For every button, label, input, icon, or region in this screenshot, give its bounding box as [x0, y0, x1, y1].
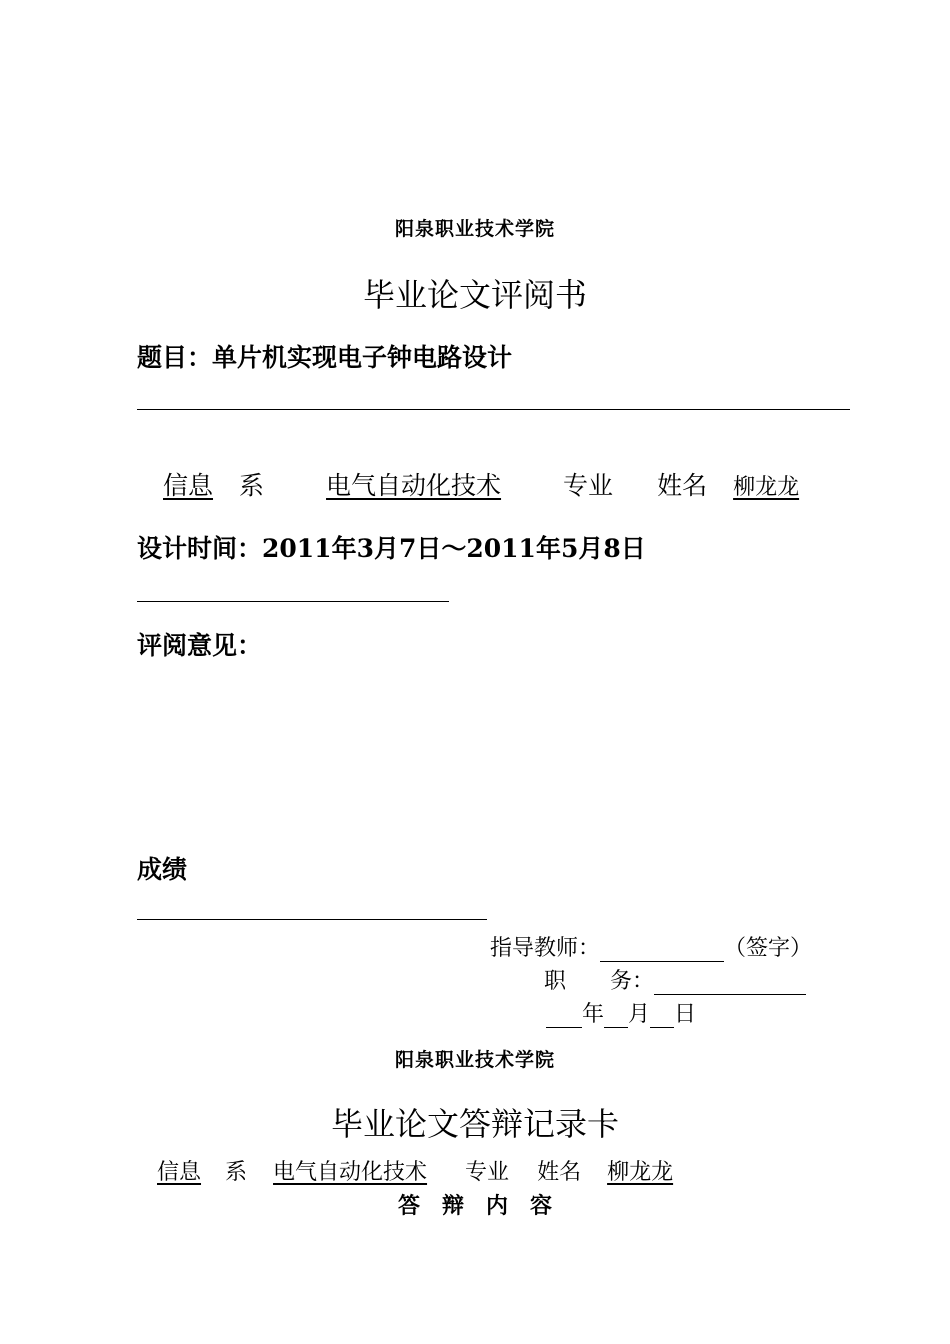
month-blank: [604, 1002, 628, 1028]
page-title: 毕业论文评阅书: [362, 276, 587, 314]
department-label: 系: [239, 471, 265, 500]
major-value-2: 电气自动化技术: [273, 1160, 428, 1185]
major-label-2: 专业: [465, 1160, 510, 1185]
major-label: 专业: [563, 471, 614, 500]
position-label: 职 务：: [544, 969, 655, 994]
student-name-value-2: 柳龙龙: [607, 1160, 674, 1185]
design-time-underline: [137, 601, 449, 602]
design-time: 设计时间：2011年3月7日～2011年5月8日: [137, 534, 646, 563]
defense-card-title: 毕业论文答辩记录卡: [330, 1105, 619, 1143]
position-line: [544, 964, 806, 995]
student-name-value: 柳龙龙: [733, 475, 800, 500]
score-underline: [137, 919, 487, 920]
student-info-line: [137, 466, 799, 502]
position-blank: [654, 969, 806, 995]
college-name-2: 阳泉职业技术学院: [394, 1049, 555, 1071]
score-label: 成绩: [137, 855, 188, 884]
college-name: 阳泉职业技术学院: [394, 218, 555, 240]
major-value: 电气自动化技术: [326, 471, 502, 500]
topic-underline: [137, 409, 850, 410]
year-blank: [546, 1002, 582, 1028]
topic-value: 单片机实现电子钟电路设计: [212, 343, 513, 372]
review-opinion-label: 评阅意见：: [137, 631, 263, 660]
name-label: 姓名: [657, 471, 708, 500]
month-label: 月: [628, 1002, 651, 1027]
student-info-line-2: [137, 1155, 725, 1186]
sign-note: （签字）: [724, 936, 813, 961]
date-line: [546, 997, 696, 1028]
name-label-2: 姓名: [537, 1160, 582, 1185]
topic-line: [137, 338, 512, 374]
department-value: 信息: [163, 471, 214, 500]
advisor-label: 指导教师：: [490, 936, 601, 961]
day-blank: [650, 1002, 674, 1028]
department-value-2: 信息: [157, 1160, 202, 1185]
advisor-signature-blank: [600, 936, 724, 962]
day-label: 日: [674, 1002, 697, 1027]
department-label-2: 系: [225, 1160, 248, 1185]
year-label: 年: [582, 1002, 605, 1027]
defense-content-title: 答 辩 内 容: [397, 1193, 552, 1219]
advisor-line: [490, 931, 812, 962]
topic-label: 题目：: [137, 343, 213, 372]
